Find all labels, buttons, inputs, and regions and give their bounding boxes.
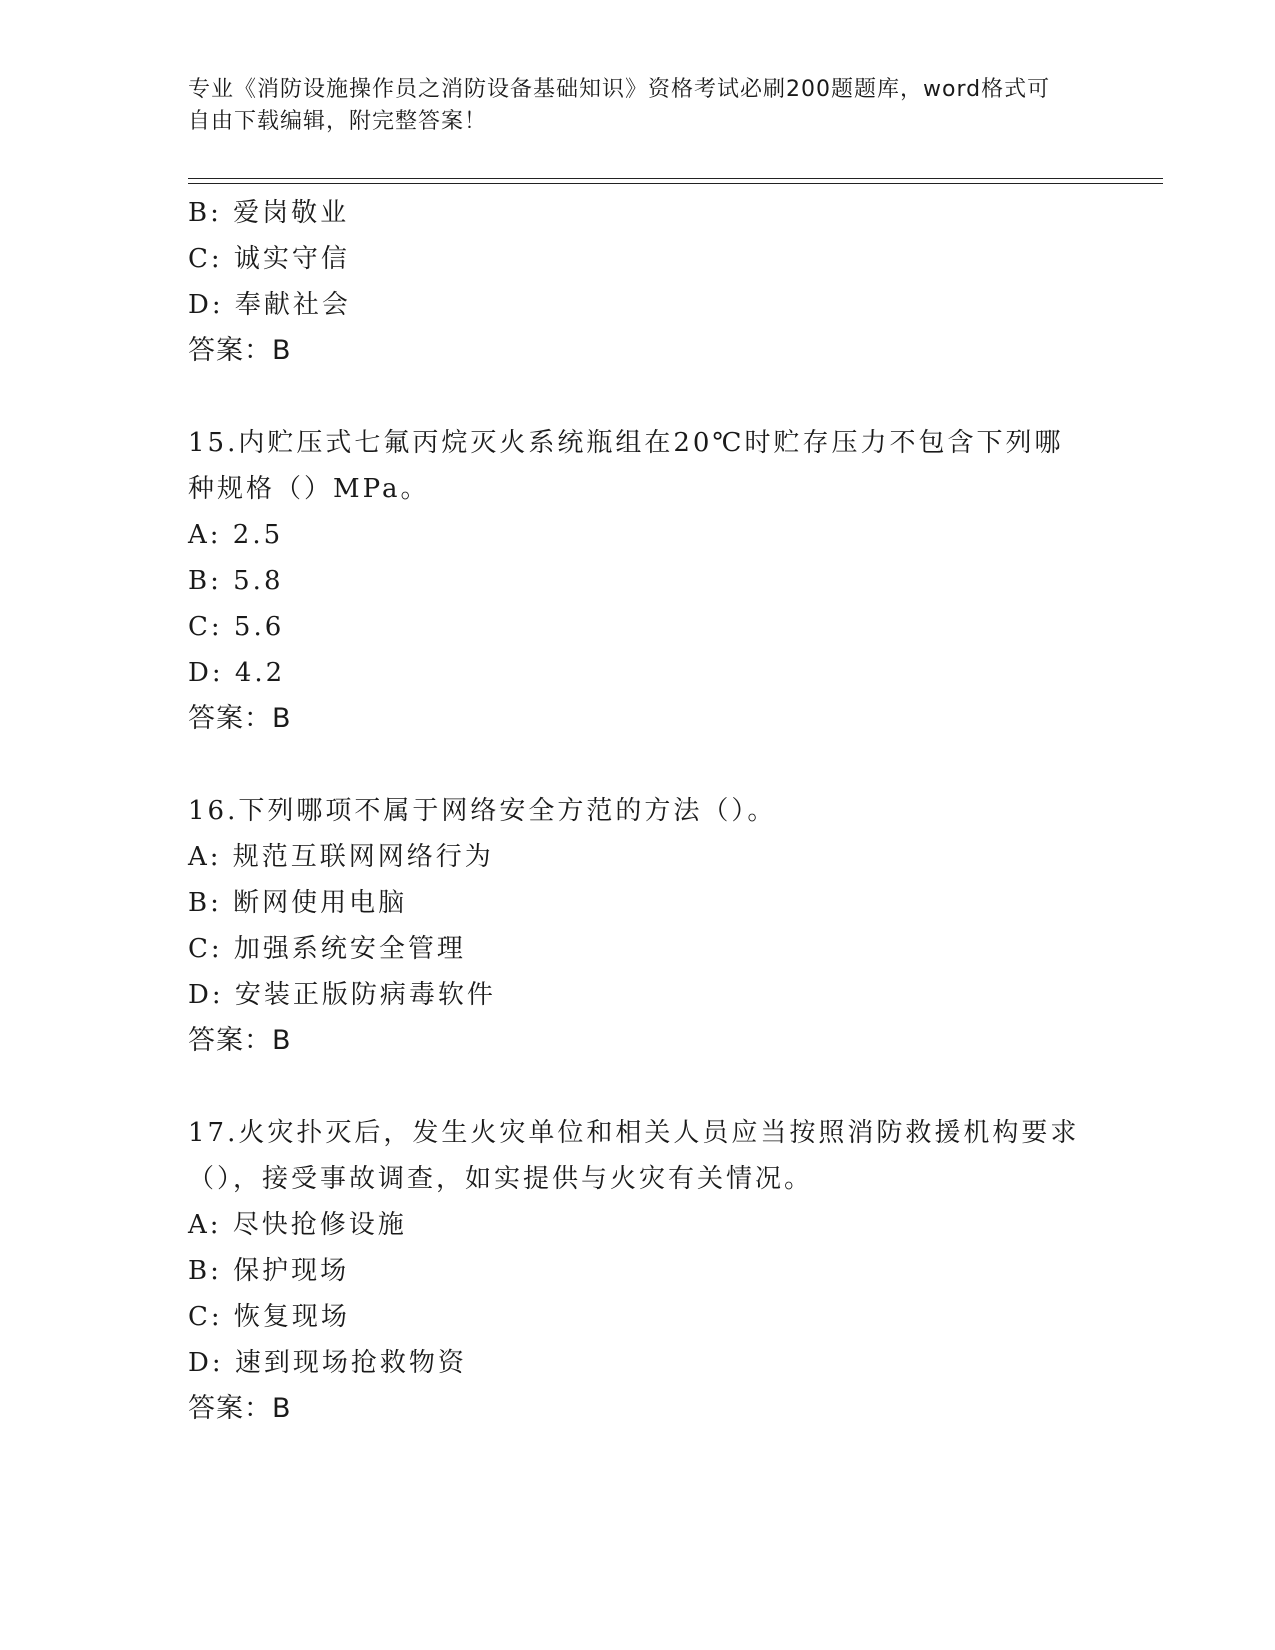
option-c: C: 加强系统安全管理	[188, 934, 466, 964]
option-d: D: 4.2	[188, 658, 286, 688]
answer-line: 答案：B	[188, 1025, 292, 1056]
question-stem: 15.内贮压式七氟丙烷灭火系统瓶组在20℃时贮存压力不包含下列哪种规格（）MPa。	[188, 428, 1064, 504]
option-a: A: 2.5	[188, 520, 284, 550]
option-b: B: 5.8	[188, 566, 284, 596]
document-header: 专业《消防设施操作员之消防设备基础知识》资格考试必刷200题题库，word格式可自由下载编辑，附完整答案！	[188, 77, 1051, 134]
option-a: A: 规范互联网网络行为	[188, 842, 494, 872]
header-rule-top	[188, 178, 1163, 179]
option-c: C: 5.6	[188, 612, 285, 642]
spacer	[188, 1064, 1088, 1110]
question-14-continued	[188, 190, 1088, 374]
spacer	[188, 374, 1088, 420]
option-d: D: 速到现场抢救物资	[188, 1348, 467, 1378]
question-15	[188, 420, 1088, 742]
option-b: B: 断网使用电脑	[188, 888, 408, 918]
question-17	[188, 1110, 1088, 1432]
option-b: B: 爱岗敬业	[188, 198, 350, 228]
option-c: C: 诚实守信	[188, 244, 350, 274]
header-rule-bottom	[188, 183, 1163, 184]
option-a: A: 尽快抢修设施	[188, 1210, 407, 1240]
answer-line: 答案：B	[188, 703, 292, 734]
question-stem: 16.下列哪项不属于网络安全方范的方法（）。	[188, 796, 777, 826]
spacer	[188, 742, 1088, 788]
option-c: C: 恢复现场	[188, 1302, 350, 1332]
option-d: D: 奉献社会	[188, 290, 351, 320]
answer-line: 答案：B	[188, 335, 292, 366]
question-16	[188, 788, 1088, 1064]
option-d: D: 安装正版防病毒软件	[188, 980, 496, 1010]
question-content	[188, 190, 1088, 1432]
question-stem: 17.火灾扑灭后，发生火灾单位和相关人员应当按照消防救援机构要求（），接受事故调查，如实提供与火灾有关情况。	[188, 1118, 1080, 1194]
answer-line: 答案：B	[188, 1393, 292, 1424]
option-b: B: 保护现场	[188, 1256, 350, 1286]
